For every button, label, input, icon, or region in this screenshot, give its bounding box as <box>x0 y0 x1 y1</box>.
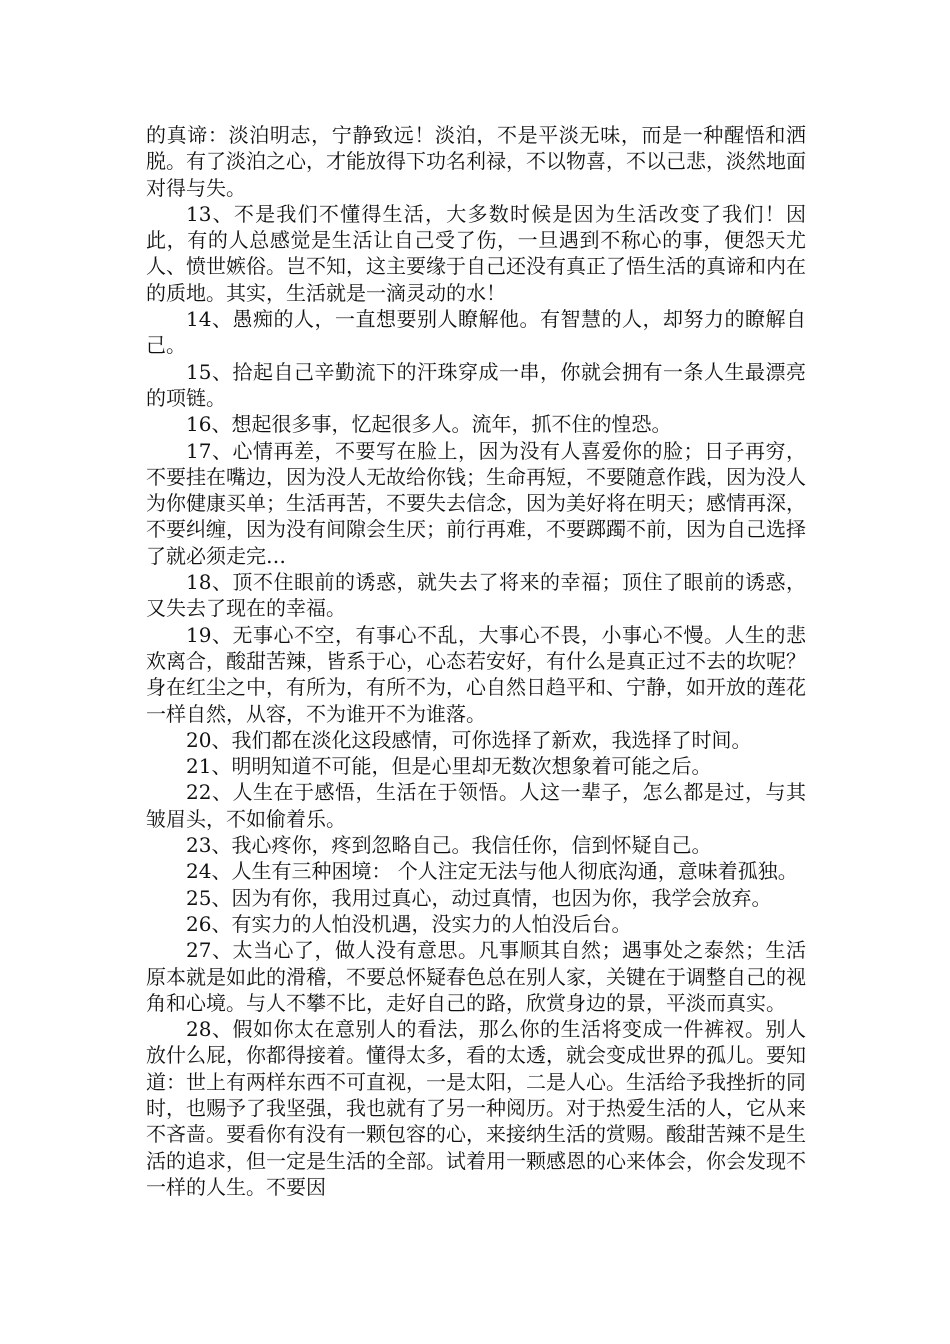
paragraph-19: 19、无事心不空，有事心不乱，大事心不畏，小事心不慢。人生的悲欢离合，酸甜苦辣，皆系于心，心态若安好，有什么是真正过不去的坎呢？身在红尘之中，有所为，有所不为，心自然日趋平和、宁静，如开放的莲花一样自然，从容，不为谁开不为谁落。 <box>146 622 806 726</box>
paragraph-continuation: 的真谛：淡泊明志，宁静致远！淡泊，不是平淡无味，而是一种醒悟和洒脱。有了淡泊之心，才能放得下功名利禄，不以物喜，不以己悲，淡然地面对得与失。 <box>146 123 806 200</box>
paragraph-13: 13、不是我们不懂得生活，大多数时候是因为生活改变了我们！因此，有的人总感觉是生活让自己受了伤，一旦遇到不称心的事，便怨天尤人、愤世嫉俗。岂不知，这主要缘于自己还没有真正了悟生活的真谛和内在的质地。其实，生活就是一滴灵动的水！ <box>146 201 806 305</box>
paragraph-15: 15、拾起自己辛勤流下的汗珠穿成一串，你就会拥有一条人生最漂亮的项链。 <box>146 359 806 410</box>
paragraph-17: 17、心情再差，不要写在脸上，因为没有人喜爱你的脸；日子再穷，不要挂在嘴边，因为没人无故给你钱；生命再短，不要随意作践，因为没人为你健康买单；生活再苦，不要失去信念，因为美好将在明天；感情再深，不要纠缠，因为没有间隙会生厌；前行再难，不要踯躅不前，因为自己选择了就必须走完… <box>146 438 806 568</box>
paragraph-25: 25、因为有你，我用过真心，动过真情，也因为你，我学会放弃。 <box>186 885 772 910</box>
paragraph-26: 26、有实力的人怕没机遇，没实力的人怕没后台。 <box>186 911 632 936</box>
paragraph-27: 27、太当心了，做人没有意思。凡事顺其自然；遇事处之泰然；生活原本就是如此的滑稽，不要总怀疑春色总在别人家，关键在于调整自己的视角和心境。与人不攀不比，走好自己的路，欣赏身边的景，平淡而真实。 <box>146 938 806 1015</box>
paragraph-18: 18、顶不住眼前的诱惑，就失去了将来的幸福；顶住了眼前的诱惑，又失去了现在的幸福。 <box>146 570 806 621</box>
paragraph-21: 21、明明知道不可能，但是心里却无数次想象着可能之后。 <box>186 754 712 779</box>
paragraph-20: 20、我们都在淡化这段感情，可你选择了新欢，我选择了时间。 <box>186 727 752 752</box>
paragraph-14: 14、愚痴的人，一直想要别人瞭解他。有智慧的人，却努力的瞭解自己。 <box>146 307 806 358</box>
paragraph-24: 24、人生有三种困境： 个人注定无法与他人彻底沟通，意味着孤独。 <box>186 859 798 884</box>
document-body <box>146 122 806 1200</box>
paragraph-28: 28、假如你太在意别人的看法，那么你的生活将变成一件裤衩。别人放什么屁，你都得接着。懂得太多，看的太透，就会变成世界的孤儿。要知道：世上有两样东西不可直视，一是太阳，二是人心。生活给予我挫折的同时，也赐予了我坚强，我也就有了另一种阅历。对于热爱生活的人，它从来不吝啬。要看你有没有一颗包容的心，来接纳生活的赏赐。酸甜苦辣不是生活的追求，但一定是生活的全部。试着用一颗感恩的心来体会，你会发现不一样的人生。不要因 <box>146 1017 806 1199</box>
paragraph-16: 16、想起很多事，忆起很多人。流年，抓不住的惶恐。 <box>186 412 672 437</box>
paragraph-22: 22、人生在于感悟，生活在于领悟。人这一辈子，怎么都是过，与其皱眉头，不如偷着乐。 <box>146 780 806 831</box>
paragraph-23: 23、我心疼你，疼到忽略自己。我信任你，信到怀疑自己。 <box>186 833 712 858</box>
